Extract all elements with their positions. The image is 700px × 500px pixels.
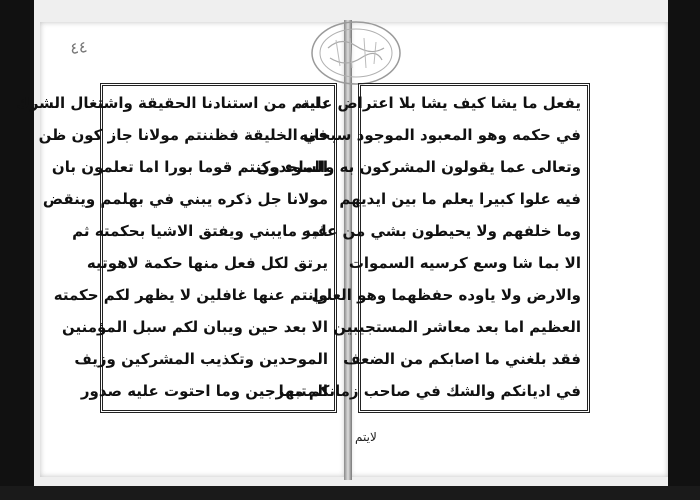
text-line: والارض ولا ياوده حفظهما وهو العلي (311, 286, 581, 304)
scan-edge-right (668, 0, 700, 500)
text-line: دايتم من استنادنا الحقيقة واشتغال الشرك (16, 94, 328, 112)
text-line: العظيم اما بعد معاشر المستجيبين (333, 318, 581, 336)
text-line: غير مايبني ويفتق الاشيا بحكمته ثم (72, 222, 328, 240)
text-line: المتبهرجين وما احتوت عليه صدور (80, 382, 328, 400)
text-line: مولانا جل ذكره يبني في بهلمم وينقض (42, 190, 328, 208)
right-text-frame (256, 83, 590, 413)
text-line: فيه علوا كبيرا يعلم ما بين ايديهم (339, 190, 581, 208)
text-line: الموحدين وتكذيب المشركين وزيف (74, 350, 328, 368)
catchword: لايتم (355, 430, 377, 444)
text-line: الا بما شا وسع كرسيه السموات (348, 254, 581, 272)
page-number: ٤٤ (68, 36, 89, 59)
text-line: السوء وكنتم قوما بورا اما تعلمون بان (51, 158, 328, 176)
text-line: في الخليقة فظننتم مولانا جاز كون ظن (38, 126, 328, 144)
text-line: الا بعد حين ويبان لكم سبل المؤمنين (61, 318, 328, 336)
text-line: يرتق لكل فعل منها حكمة لاهوتيه (86, 254, 328, 272)
scan-edge-left (0, 0, 34, 500)
text-line: يفعل ما يشا كيف يشا بلا اعتراض عليه (300, 94, 581, 112)
library-seal-stamp (306, 18, 406, 88)
text-line: وما خلفهم ولا يحيطون بشي من علمه (301, 222, 581, 240)
text-line: وانتم عنها غافلين لا يظهر لكم حكمته (53, 286, 328, 304)
text-line: في حكمه وهو المعبود الموجود سبحانه (299, 126, 581, 144)
scan-edge-bottom (0, 486, 700, 500)
text-line: فقد بلغني ما اصابكم من الضعف (343, 350, 581, 368)
text-line: في اديانكم والشك في صاحب زمانكم مما (278, 382, 581, 400)
text-line: وتعالى عما يقولون المشركون به والملحدون (256, 158, 581, 176)
